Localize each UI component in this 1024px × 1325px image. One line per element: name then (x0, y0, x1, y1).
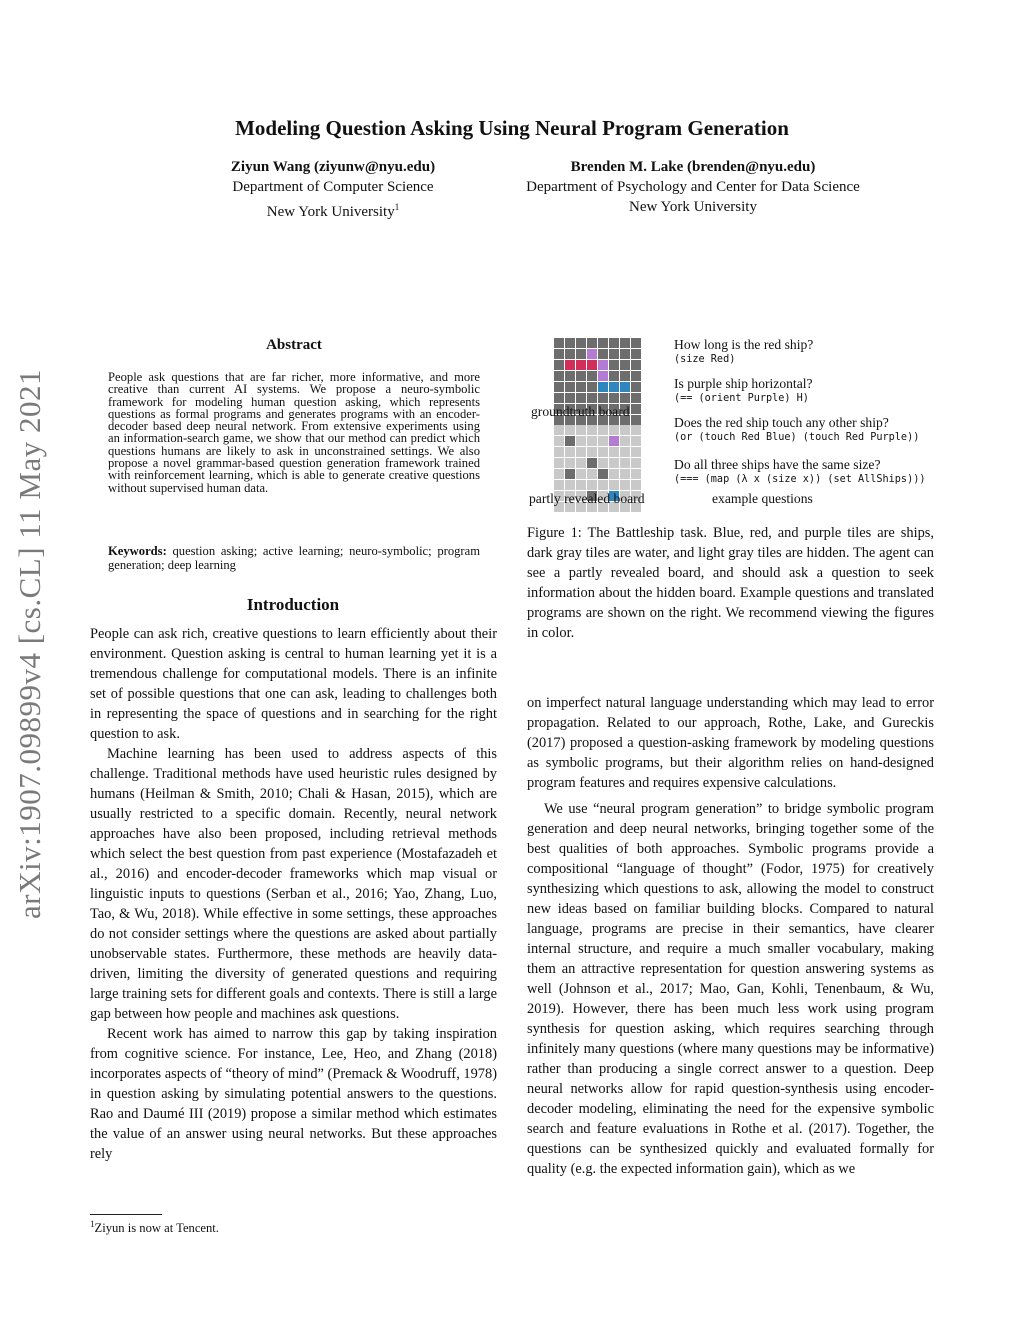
board-tile (576, 436, 586, 446)
board-tile (587, 425, 597, 435)
figure-caption: Figure 1: The Battleship task. Blue, red, and purple tiles are ships, dark gray tiles are water, and light gray tiles are hidden. The agent can see a partly revealed board, and should ask a question to seek information about the hidden board. Example questions and translated programs are shown on the right. We recommend viewing the figures in color. (527, 525, 934, 641)
board-tile (576, 480, 586, 490)
groundtruth-board-label: groundtruth board (531, 404, 630, 419)
board-tile (620, 480, 630, 490)
board-tile (609, 393, 619, 403)
board-tile (609, 338, 619, 348)
board-tile (565, 382, 575, 392)
board-tile (598, 338, 608, 348)
board-tile (587, 382, 597, 392)
board-tile (576, 393, 586, 403)
board-tile (620, 349, 630, 359)
board-tile (620, 382, 630, 392)
board-tile (620, 436, 630, 446)
board-tile (598, 382, 608, 392)
paragraph: People can ask rich, creative questions to learn efficiently about their environment. Question asking is central to human learning yet it is a tremendous challenge for computational models. There is an infinite set of possible questions that one can ask, leading to challenges both in representing the space of questions and in searching for the right question to ask. (90, 626, 497, 742)
board-tile (554, 349, 564, 359)
board-tile (587, 371, 597, 381)
board-tile (620, 425, 630, 435)
board-tile (565, 447, 575, 457)
author-block-1 (168, 157, 498, 222)
example-question-2 (674, 376, 813, 405)
paragraph: Machine learning has been used to address aspects of this challenge. Traditional methods have used heuristic rules designed by humans (Heilman & Smith, 2010; Chali & Hasan, 2015), which are usually restricted to a specific domain. Recently, neural network approaches have also been proposed, including retrieval methods which select the best question from past experience (Mostafazadeh et al., 2016) and encoder-decoder frameworks which map visual or linguistic inputs to questions (Serban et al., 2016; Yao, Zhang, Luo, Tao, & Wu, 2018). While effective in some settings, these approaches do not consider settings where the questions are asked about partially unobservable states. Furthermore, these methods are heavily data-driven, limiting the diversity of generated questions and requiring large training sets for different goals and contexts. There is still a large gap between how people and machines ask questions. (90, 746, 497, 1022)
board-tile (620, 338, 630, 348)
board-tile (609, 425, 619, 435)
board-tile (565, 371, 575, 381)
board-tile (554, 382, 564, 392)
board-tile (565, 349, 575, 359)
board-tile (631, 436, 641, 446)
board-tile (554, 458, 564, 468)
question-program: (size Red) (674, 354, 736, 365)
footnote: $^1$Ziyun is now at Tencent. (90, 1219, 219, 1236)
board-tile (565, 480, 575, 490)
board-tile (609, 469, 619, 479)
author-block-2 (493, 157, 893, 217)
board-tile (576, 338, 586, 348)
board-tile (598, 371, 608, 381)
board-tile (631, 458, 641, 468)
question-text: Is purple ship horizontal? (674, 376, 813, 391)
author-affiliation: New York University$^1$ (266, 202, 400, 220)
board-tile (609, 371, 619, 381)
right-column (527, 693, 934, 1179)
board-tile (554, 360, 564, 370)
author-affiliation: Department of Psychology and Center for Data Science (526, 179, 860, 195)
board-tile (587, 349, 597, 359)
board-tile (631, 404, 641, 414)
section-heading-introduction: Introduction (246, 595, 340, 614)
arxiv-stamp: arXiv:1907.09899v4 [cs.CL] 11 May 2021 (12, 369, 47, 919)
board-tile (609, 458, 619, 468)
board-tile (631, 425, 641, 435)
board-tile (620, 371, 630, 381)
board-tile (609, 349, 619, 359)
keywords-text: question asking; active learning; neuro-symbolic; program generation; deep learning (108, 544, 481, 572)
board-tile (609, 436, 619, 446)
author-affiliation: New York University (629, 199, 757, 215)
board-tile (598, 425, 608, 435)
abstract-heading: Abstract (266, 337, 322, 353)
example-question-3 (674, 415, 919, 444)
board-tile (598, 480, 608, 490)
board-tile (620, 393, 630, 403)
board-tile (598, 469, 608, 479)
example-question-1 (674, 337, 813, 366)
board-tile (587, 360, 597, 370)
board-tile (576, 469, 586, 479)
board-tile (554, 371, 564, 381)
board-tile (598, 447, 608, 457)
question-text: Do all three ships have the same size? (674, 457, 881, 472)
board-tile (598, 349, 608, 359)
board-tile (598, 360, 608, 370)
keywords (108, 544, 480, 572)
paragraph: We use “neural program generation” to bridge symbolic program generation and deep neural networks, bringing together some of the best qualities of both approaches. Symbolic programs provide a compositional “language of thought” (Fodor, 1975) for creatively synthesizing which questions to ask, allowing the model to construct new ideas based on familiar building blocks. Compared to natural language, programs are precise in their semantics, have clearer internal structure, and require a much smaller vocabulary, making them an attractive representation for question answering systems as well (Johnson et al., 2017; Mao, Gan, Kohli, Tenenbaum, & Wu, 2019). However, there has been much less work using program synthesis for question asking, which requires searching through infinitely many questions (where many questions may be informative) rather than producing a single correct answer to a question. Deep neural networks allow for rapid question-synthesis using encoder-decoder modeling, eliminating the need for the expensive symbolic search and feature evaluations in Rothe et al. (2017). Together, the questions can be synthesized quickly and evaluated formally for quality (e.g. the expected information gain), which as we (527, 801, 934, 1177)
board-tile (587, 458, 597, 468)
board-tile (631, 415, 641, 425)
board-tile (587, 436, 597, 446)
board-tile (609, 382, 619, 392)
board-tile (576, 371, 586, 381)
board-tile (631, 382, 641, 392)
board-tile (631, 371, 641, 381)
question-text: Does the red ship touch any other ship? (674, 415, 889, 430)
board-tile (598, 393, 608, 403)
board-tile (609, 480, 619, 490)
board-tile (620, 469, 630, 479)
board-tile (587, 469, 597, 479)
board-tile (576, 458, 586, 468)
board-tile (587, 447, 597, 457)
board-tile (631, 338, 641, 348)
board-tile (565, 436, 575, 446)
example-question-4 (674, 457, 925, 486)
paper-title: Modeling Question Asking Using Neural Program Generation (235, 116, 789, 140)
partial-board-label: partly revealed board (529, 491, 645, 506)
left-column (90, 624, 497, 1164)
example-questions-label: example questions (712, 491, 813, 506)
board-tile (609, 447, 619, 457)
board-tile (554, 447, 564, 457)
question-text: How long is the red ship? (674, 337, 814, 352)
keywords-label: Keywords: (108, 544, 167, 558)
board-tile (631, 480, 641, 490)
question-program: (== (orient Purple) H) (674, 393, 809, 404)
board-tile (565, 469, 575, 479)
board-tile (554, 425, 564, 435)
board-tile (598, 436, 608, 446)
board-tile (620, 458, 630, 468)
board-tile (576, 447, 586, 457)
board-tile (620, 447, 630, 457)
footnote-rule (90, 1214, 162, 1215)
board-tile (565, 425, 575, 435)
board-tile (631, 393, 641, 403)
author-affiliation: Department of Computer Science (232, 179, 434, 195)
board-tile (554, 436, 564, 446)
board-tile (620, 360, 630, 370)
board-tile (631, 349, 641, 359)
board-tile (598, 458, 608, 468)
paragraph: on imperfect natural language understanding which may lead to error propagation. Related to our approach, Rothe, Lake, and Gureckis (2017) proposed a question-asking framework by modeling questions as symbolic programs, but their algorithm relies on hand-designed program features and requires expensive calculations. (527, 695, 934, 791)
board-tile (587, 480, 597, 490)
board-tile (565, 458, 575, 468)
board-tile (554, 469, 564, 479)
question-program: (or (touch Red Blue) (touch Red Purple)) (674, 432, 920, 443)
board-tile (609, 360, 619, 370)
board-tile (576, 360, 586, 370)
board-tile (554, 480, 564, 490)
board-tile (587, 338, 597, 348)
paragraph: Recent work has aimed to narrow this gap by taking inspiration from cognitive science. For instance, Lee, Heo, and Zhang (2018) incorporates aspects of “theory of mind” (Premack & Woodruff, 1978) in question asking by simulating potential answers to the questions. Rao and Daumé III (2019) propose a similar method which estimates the value of an answer using neural networks. But these approaches rely (90, 1026, 497, 1162)
board-tile (554, 338, 564, 348)
board-tile (565, 393, 575, 403)
board-tile (576, 425, 586, 435)
board-tile (631, 447, 641, 457)
abstract-text: People ask questions that are far richer, more informative, and more creative than current AI systems. We propose a neuro-symbolic framework for modeling human question asking, which represents questions as formal programs and generates programs with an encoder-decoder based deep neural network. From extensive experiments using an information-search game, we show that our method can predict which questions humans are likely to ask in unconstrained settings. We also propose a novel grammar-based question generation framework trained with reinforcement learning, which is able to generate creative questions without supervised human data. (108, 370, 480, 495)
question-program: (=== (map (λ x (size x)) (set AllShips))) (674, 474, 926, 485)
board-tile (631, 360, 641, 370)
board-tile (554, 393, 564, 403)
board-tile (576, 349, 586, 359)
board-tile (565, 338, 575, 348)
board-tile (565, 360, 575, 370)
author-name: Brenden M. Lake (brenden@nyu.edu) (570, 159, 816, 175)
board-tile (587, 393, 597, 403)
board-tile (576, 382, 586, 392)
author-name: Ziyun Wang (ziyunw@nyu.edu) (230, 159, 436, 175)
board-tile (631, 469, 641, 479)
